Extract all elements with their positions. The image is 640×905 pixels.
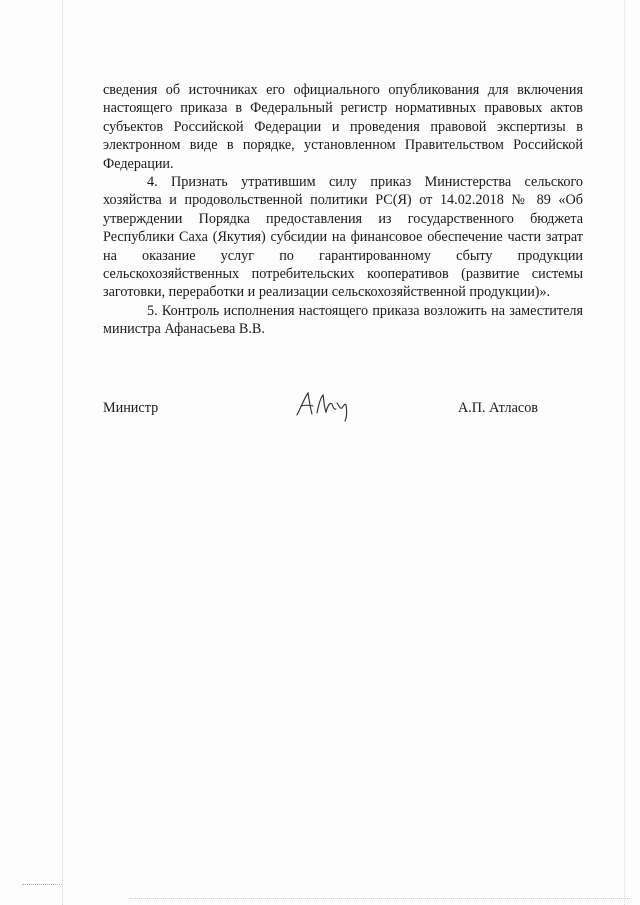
signature-block (0, 397, 640, 427)
signer-title: Министр (103, 400, 159, 416)
scan-edge-right (624, 0, 625, 905)
scan-edge-left (62, 0, 63, 905)
text-line: 4. Признать утратившим силу приказ Министерства сельского (147, 174, 583, 191)
scan-edge-bottom (130, 898, 630, 899)
text-line: 5. Контроль исполнения настоящего приказа возложить на заместителя (147, 302, 583, 319)
text-line: субъектов Российской Федерации и проведения правовой экспертизы в (103, 118, 583, 135)
text-line: сведения об источниках его официального опубликования для включения (103, 82, 583, 98)
handwritten-signature-icon (293, 389, 363, 423)
text-line: хозяйства и продовольственной политики РС(Я) от 14.02.2018 № 89 «Об (103, 192, 583, 209)
text-line: Федерации. (103, 155, 174, 172)
text-line: Республики Саха (Якутия) субсидии на финансовое обеспечение части затрат (103, 229, 583, 246)
document-body (103, 81, 583, 339)
paragraph-5 (103, 302, 583, 339)
paragraph-4 (103, 173, 583, 302)
text-line: заготовки, переработки и реализации сельскохозяйственной продукции)». (103, 284, 551, 301)
text-line: сельскохозяйственных потребительских кооперативов (развитие системы (103, 266, 583, 283)
scan-edge-bottom-left (22, 884, 62, 885)
text-line: электронном виде в порядке, установленном Правительством Российской (103, 137, 583, 154)
text-line: настоящего приказа в Федеральный регистр нормативных правовых актов (103, 100, 583, 117)
text-line: на оказание услуг по гарантированному сбыту продукции (103, 247, 583, 264)
signer-name: А.П. Атласов (458, 400, 538, 416)
text-line: утверждении Порядка предоставления из государственного бюджета (103, 210, 583, 227)
paragraph-continuation (103, 81, 583, 173)
text-line: министра Афанасьева В.В. (103, 321, 265, 338)
